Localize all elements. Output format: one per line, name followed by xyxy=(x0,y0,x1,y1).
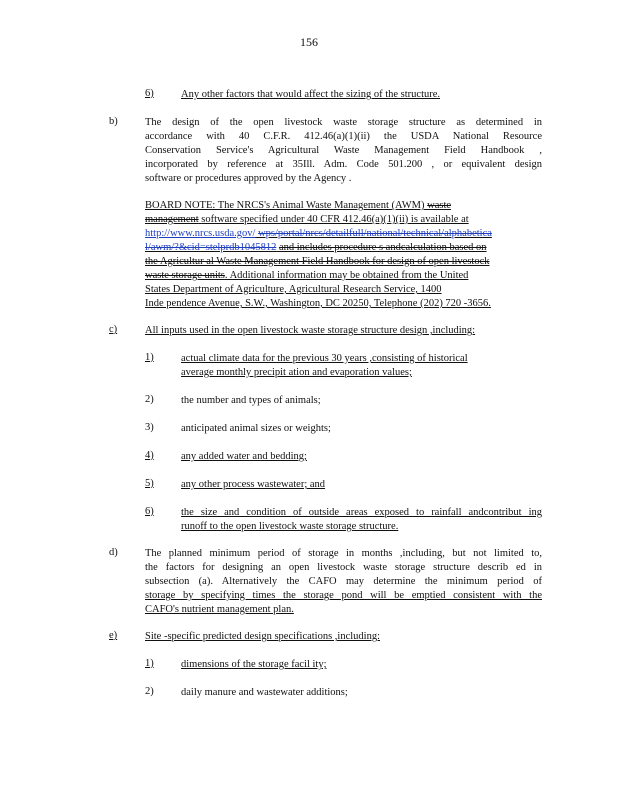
item-c5-label: 5) xyxy=(145,478,154,489)
item-d-label: d) xyxy=(109,547,118,558)
item-e1-label: 1) xyxy=(145,658,154,669)
board-note: BOARD NOTE: The NRCS's Animal Waste Management (AWM) waste management software specified under 40 CFR 412.46(a)(1)(ii) is available at http://www.nrcs.usda.gov/ wps/portal/nrcs/detailfull/national/technical/alphabetica l/awm/?&cid=stelprdb1045812 and includes procedure s andcalculation based on the Agricultur al Waste Management Field Handbook for design of open livestock waste storage units. Additional information may be obtained from the United States Department of Agriculture, Agricultural Research Service, 1400 Inde pendence Avenue, S.W., Washington, DC 20250, Telephone (202) 720 -3656. xyxy=(145,200,492,309)
item-e1-text: dimensions of the storage facil ity; xyxy=(181,659,327,670)
item-a6-label: 6) xyxy=(145,88,154,99)
item-d-paragraph: The planned minimum period of storage in months ,including, but not limited to, the factors for designing an open livestock waste storage structure describ ed in subsection (a). Alternatively the CAFO may determine the minimum period of storage by specifying times the storage pond will be emptied consistent with the CAFO's nutrient management plan. xyxy=(145,548,542,615)
item-c6-text: the size and condition of outside areas exposed to rainfall andcontribut ing runoff to the open livestock waste storage structure. xyxy=(181,507,542,532)
item-c3-text: anticipated animal sizes or weights; xyxy=(181,423,331,434)
nrcs-link-struck[interactable]: wps/portal/nrcs/detailfull/national/technical/alphabetica xyxy=(258,228,492,239)
item-c6-label: 6) xyxy=(145,506,154,517)
item-c4-text: any added water and bedding; xyxy=(181,451,307,462)
item-e-text: Site -specific predicted design specifications ,including: xyxy=(145,631,381,642)
item-a6-text: Any other factors that would affect the sizing of the structure. xyxy=(181,89,441,100)
item-b-paragraph: The design of the open livestock waste storage structure as determined in accordance with 40 C.F.R. 412.46(a)(1)(ii) the USDA National Resource Conservation Service's Agricultural Waste Management Field Handbook , incorporated by reference at 35Ill. Adm. Code 501.200 , or equivalent design software or procedures approved by the Agency . xyxy=(145,117,542,184)
item-e-label: e) xyxy=(109,630,118,641)
page-number: 156 xyxy=(300,35,318,49)
item-c2-label: 2) xyxy=(145,394,154,405)
item-c5-text: any other process wastewater; and xyxy=(181,479,326,490)
item-c2-text: the number and types of animals; xyxy=(181,395,321,406)
item-c4-label: 4) xyxy=(145,450,154,461)
item-e2-label: 2) xyxy=(145,686,154,697)
item-e2-text: daily manure and wastewater additions; xyxy=(181,687,348,698)
nrcs-link[interactable]: http://www.nrcs.usda.gov/ xyxy=(145,228,256,239)
item-c1-label: 1) xyxy=(145,352,154,363)
item-b-label: b) xyxy=(109,116,118,127)
item-c1-text: actual climate data for the previous 30 years ,consisting of historical average monthly precipit ation and evaporation values; xyxy=(181,353,468,378)
item-c-label: c) xyxy=(109,324,118,335)
item-c-text: All inputs used in the open livestock waste storage structure design ,including: xyxy=(145,325,476,336)
item-c3-label: 3) xyxy=(145,422,154,433)
